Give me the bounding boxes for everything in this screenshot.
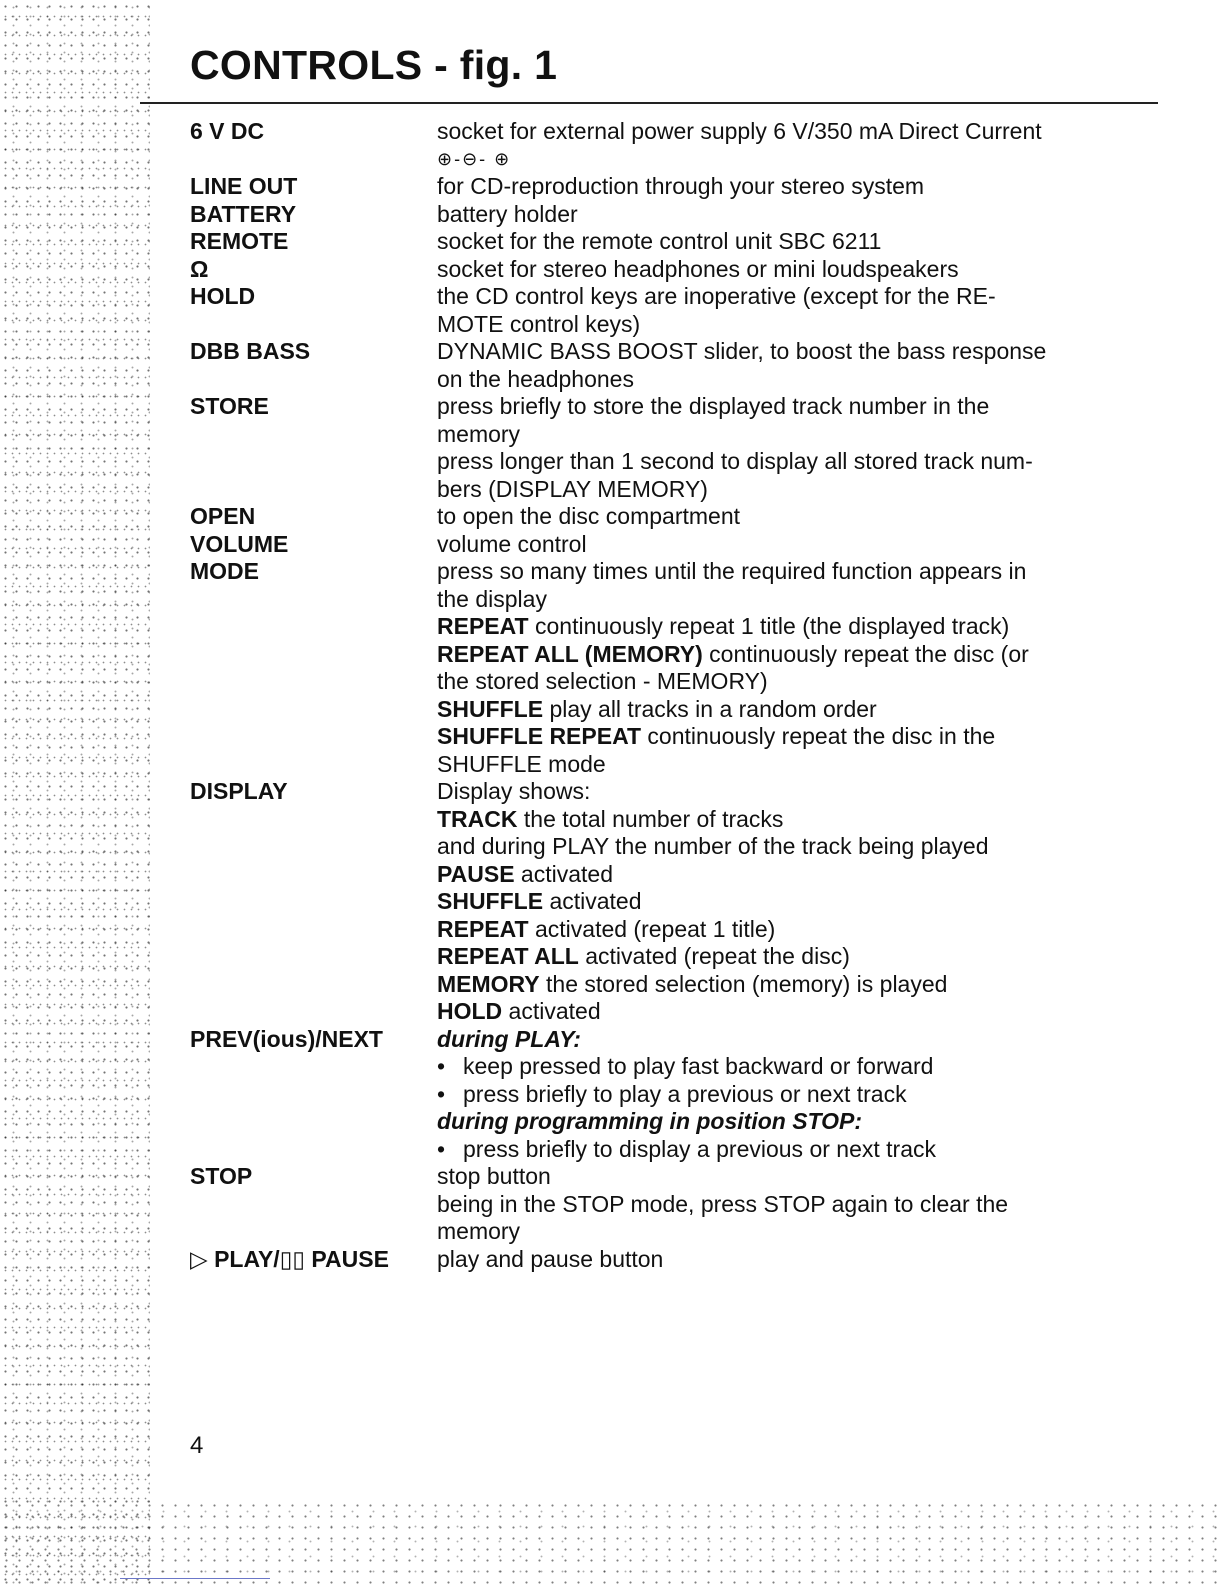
- control-term: OPEN: [190, 503, 256, 529]
- bullet-item: • press briefly to display a previous or next track: [437, 1135, 936, 1162]
- control-description: to open the disc compartment: [437, 503, 740, 529]
- control-term: DISPLAY: [190, 778, 288, 804]
- control-description: socket for the remote control unit SBC 6211: [437, 228, 882, 254]
- page-title: CONTROLS - fig. 1: [190, 42, 558, 88]
- control-headphones: [190, 256, 1130, 284]
- control-term: STORE: [190, 393, 269, 419]
- control-term: PREV(ious)/NEXT: [190, 1025, 383, 1052]
- control-term: 6 V DC: [190, 118, 265, 144]
- control-description: socket for external power supply 6 V/350 mA Direct Current ⊕-⊖- ⊕: [437, 118, 1130, 173]
- control-store: [190, 393, 1130, 503]
- control-term: HOLD: [190, 283, 256, 309]
- control-term: BATTERY: [190, 200, 297, 227]
- bullet-icon: •: [437, 1053, 446, 1079]
- control-term: LINE OUT: [190, 173, 298, 199]
- control-description: battery holder: [437, 200, 578, 227]
- control-volume: [190, 531, 1130, 559]
- control-hold: [190, 283, 1130, 338]
- control-open: [190, 503, 1130, 531]
- control-term: ▷ PLAY/▯▯ PAUSE: [190, 1245, 389, 1272]
- control-mode: [190, 558, 1130, 778]
- bullet-icon: •: [437, 1080, 446, 1107]
- control-description: stop button being in the STOP mode, press STOP again to clear the memory: [437, 1163, 1009, 1244]
- controls-list: [190, 118, 1130, 1273]
- control-description: the CD control keys are inoperative (except for the RE- MOTE control keys): [437, 283, 996, 337]
- bullet-item: • keep pressed to play fast backward or forward: [437, 1053, 934, 1079]
- title-divider: [140, 102, 1158, 104]
- control-line-out: [190, 173, 1130, 201]
- control-display: [190, 778, 1130, 1026]
- control-term: DBB BASS: [190, 338, 311, 364]
- page-number: 4: [190, 1432, 204, 1459]
- scan-edge-line: [120, 1578, 270, 1579]
- control-term: MODE: [190, 558, 259, 584]
- control-remote: [190, 228, 1130, 256]
- polarity-symbol-icon: ⊕-⊖- ⊕: [437, 148, 512, 169]
- control-prev-next: [190, 1026, 1130, 1164]
- control-description: Display shows: TRACK the total number of tracks and during PLAY the number of the track being played PAUSE activated SHUFFLE activated REPEAT activated (repeat 1 title) REPEAT ALL activated (repeat the disc) MEMORY the stored selection (memory) is played HOLD activated: [437, 778, 989, 1024]
- control-description: press briefly to store the displayed track number in the memory press longer than 1 second to display all stored track num- bers (DISPLAY MEMORY): [437, 393, 1033, 502]
- control-term: REMOTE: [190, 228, 289, 254]
- headphones-icon: Ω: [190, 255, 209, 282]
- control-stop: [190, 1163, 1130, 1246]
- scan-noise-left: [0, 0, 150, 1585]
- control-term: STOP: [190, 1163, 253, 1189]
- subheading-during-play: during PLAY:: [437, 1025, 581, 1052]
- control-description: socket for stereo headphones or mini loudspeakers: [437, 255, 959, 282]
- control-dbb-bass: [190, 338, 1130, 393]
- control-description: [437, 1026, 1130, 1164]
- control-description: play and pause button: [437, 1245, 664, 1272]
- subheading-during-programming: during programming in position STOP:: [437, 1108, 863, 1134]
- control-play-pause: [190, 1246, 1130, 1274]
- control-description: press so many times until the required function appears in the display REPEAT continuously repeat 1 title (the displayed track) REPEAT ALL (MEMORY) continuously repeat the disc (or the stored selection - MEMORY) SHUFFLE play all tracks in a random order SHUFFLE REPEAT continuously repeat the disc in the SHUFFLE mode: [437, 558, 1029, 777]
- scan-noise-bottom: [0, 1500, 1225, 1585]
- bullet-item: • press briefly to play a previous or next track: [437, 1080, 907, 1107]
- control-term: VOLUME: [190, 530, 289, 557]
- control-6v-dc: [190, 118, 1130, 173]
- control-description: for CD-reproduction through your stereo system: [437, 173, 925, 199]
- control-battery: [190, 201, 1130, 229]
- bullet-icon: •: [437, 1135, 446, 1162]
- control-description: DYNAMIC BASS BOOST slider, to boost the bass response on the headphones: [437, 338, 1047, 392]
- control-description: volume control: [437, 530, 587, 557]
